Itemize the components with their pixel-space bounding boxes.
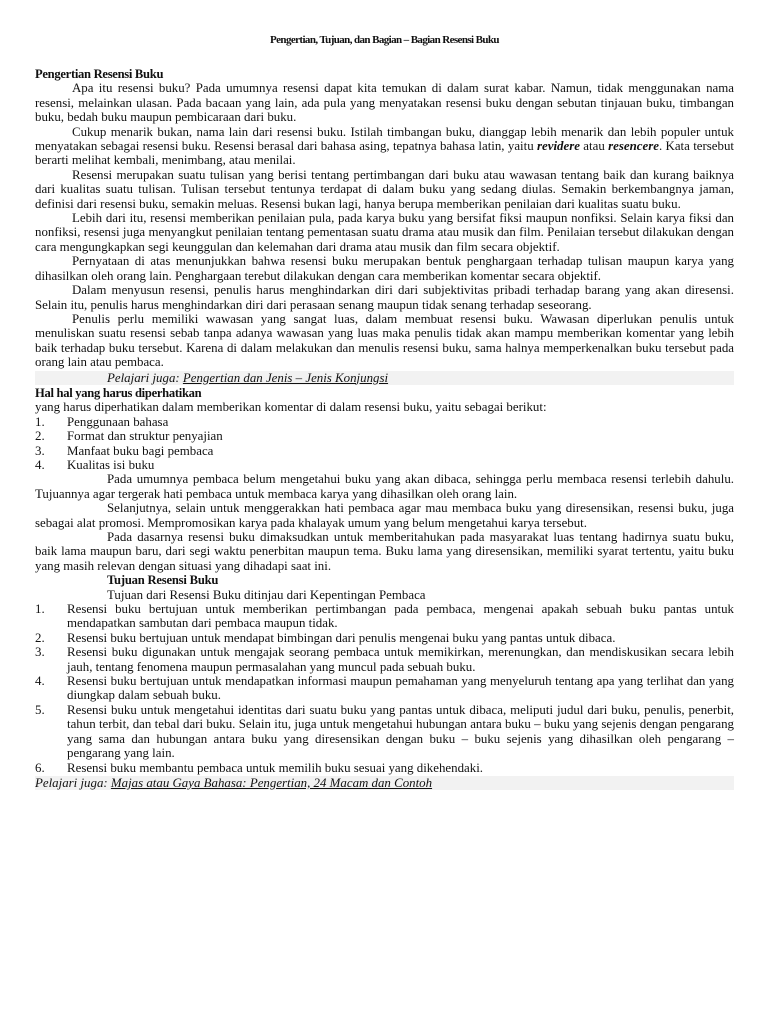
paragraph: Pada dasarnya resensi buku dimaksudkan untuk memberitahukan pada masyarakat luas tentang hadirnya suatu buku, baik lama maupun baru, dari segi waktu penerbitan maupun tema. Buku lama yang diresensikan, memiliki syarat tertentu, yaitu buku yang masih relevan dengan situasi yang dihadapi saat ini.	[35, 530, 734, 573]
list-text: Resensi buku untuk mengetahui identitas dari suatu buku yang pantas untuk dibaca, meliputi judul dari buku, penulis, penerbit, tahun terbit, dan tebal dari buku. Selain itu, juga untuk mengetahui hubungan antara buku – buku yang sejenis dengan pengarang yang sama dan hubungan antara buku yang diresensikan dengan buku – buku sejenis yang dihasilkan oleh pengarang – pengarang yang lain.	[67, 702, 734, 761]
list-number: 1.	[35, 414, 45, 429]
list-number: 1.	[35, 602, 45, 617]
list-item	[35, 645, 734, 674]
list-item	[35, 415, 734, 429]
list-number: 3.	[35, 645, 45, 660]
paragraph-latin-terms	[35, 125, 734, 168]
section-tujuan	[35, 573, 734, 775]
term-revidere: revidere	[537, 139, 580, 154]
document-title: Pengertian, Tujuan, dan Bagian – Bagian Resensi Buku	[270, 34, 499, 46]
see-also-box	[35, 776, 734, 790]
see-also-link-majas[interactable]: Majas atau Gaya Bahasa: Pengertian, 24 Macam dan Contoh	[110, 775, 433, 790]
list-number: 6.	[35, 760, 45, 775]
list-text: Resensi buku bertujuan untuk mendapatkan informasi maupun pemahaman yang menyeluruh tentang apa yang terlihat dan yang diungkap dalam sebuah buku.	[67, 674, 734, 703]
list-number: 5.	[35, 702, 45, 717]
purpose-list	[35, 602, 734, 775]
section-heading-tujuan: Tujuan Resensi Buku	[107, 573, 219, 588]
section-subheading: Tujuan dari Resensi Buku ditinjau dari Kepentingan Pembaca	[107, 587, 426, 602]
paragraph: Lebih dari itu, resensi memberikan penilaian pula, pada karya buku yang bersifat fiksi maupun nonfiksi. Selain karya fiksi dan nonfiksi, resensi juga menyangkut penilaian tentang pementasan suatu drama atau musik dan film. Penilaian tersebut dilakukan dengan cara mengungkapkan segi keunggulan dan kelemahan dari drama atau musik dan film secara objektif.	[35, 211, 734, 254]
list-number: 4.	[35, 457, 45, 472]
section-heading-pengertian: Pengertian Resensi Buku	[35, 67, 164, 81]
section-hal-diperhatikan	[35, 386, 734, 573]
paragraph: Pernyataan di atas menunjukkan bahwa resensi buku merupakan bentuk penghargaan terhadap tulisan maupun karya yang dihasilkan oleh orang lain. Penghargaan terebut dilakukan dengan cara memberikan komentar secara objektif.	[35, 254, 734, 283]
section-pengertian	[35, 67, 734, 370]
list-item	[35, 602, 734, 631]
list-text: Resensi buku digunakan untuk mengajak seorang pembaca untuk memikirkan, merenungkan, dan mendiskusikan secara lebih jauh, tentang fenomena maupun permasalahan yang muncul pada sebuah buku.	[67, 645, 734, 674]
list-text: Resensi buku membantu pembaca untuk memilih buku sesuai yang dikehendaki.	[67, 760, 483, 775]
paragraph: Pada umumnya pembaca belum mengetahui buku yang akan dibaca, sehingga perlu membaca resensi terlebih dahulu. Tujuannya agar tergerak hati pembaca untuk membaca karya yang dihasilkan oleh orang lain.	[35, 472, 734, 501]
paragraph: Dalam menyusun resensi, penulis harus menghindarkan diri dari subjektivitas pribadi terhadap barang yang akan diresensi. Selain itu, penulis harus menghindarkan diri dari perasaan senang maupun tidak senang terhadap seseorang.	[35, 283, 734, 312]
list-number: 2.	[35, 429, 45, 444]
see-also-link-konjungsi[interactable]: Pengertian dan Jenis – Jenis Konjungsi	[182, 370, 389, 385]
list-number: 4.	[35, 674, 45, 689]
list-item	[35, 429, 734, 443]
list-number: 3.	[35, 443, 45, 458]
paragraph: Selanjutnya, selain untuk menggerakkan hati pembaca agar mau membaca buku yang diresensikan, resensi buku, juga sebagai alat promosi. Mempromosikan karya pada khalayak umum yang belum mengetahui karya tersebut.	[35, 501, 734, 530]
section-heading-hal: Hal hal yang harus diperhatikan	[35, 385, 202, 400]
paragraph-text: Cukup menarik bukan, nama lain dari resensi buku. Istilah timbangan buku, dianggap lebih menarik dan lebih populer untuk menyatakan sebagai resensi buku. Resensi berasal dari bahasa asing, tepatnya bahasa latin, yaitu	[35, 124, 734, 154]
list-number: 2.	[35, 630, 45, 645]
paragraph-text: . Kata tersebut berarti melihat kembali, menimbang, atau menilai.	[35, 139, 735, 168]
list-item	[35, 703, 734, 761]
list-item	[35, 674, 734, 703]
list-item	[35, 631, 734, 645]
list-text: Kualitas isi buku	[67, 457, 155, 472]
section-intro: yang harus diperhatikan dalam memberikan komentar di dalam resensi buku, yaitu sebagai berikut:	[35, 400, 547, 415]
paragraph: Apa itu resensi buku? Pada umumnya resensi dapat kita temukan di dalam surat kabar. Namun, tidak menggunakan nama resensi, melainkan ulasan. Pada bacaan yang lain, ada pula yang menyatakan resensi buku dengan sebutan tinjauan buku, timbangan buku, bedah buku maupun pembicaraan dari buku.	[35, 81, 734, 125]
see-also-box	[35, 371, 734, 385]
list-text: Penggunaan bahasa	[67, 414, 169, 429]
list-item	[35, 458, 734, 472]
list-text: Format dan struktur penyajian	[67, 429, 223, 444]
paragraph-text: atau	[579, 139, 609, 154]
checklist	[35, 415, 734, 473]
list-item	[35, 761, 734, 775]
list-text: Resensi buku bertujuan untuk memberikan pertimbangan pada pembaca, mengenai apakah sebuah buku pantas untuk mendapatkan sambutan dari pembaca maupun tidak.	[67, 602, 734, 631]
paragraph: Resensi merupakan suatu tulisan yang berisi tentang pertimbangan dari buku atau wawasan tentang baik dan kurang baiknya dari kualitas suatu tulisan. Tulisan tersebut tentunya terdapat di dalam buku yang sedang diulas. Semakin berkembangnya jaman, definisi dari resensi buku, semakin meluas. Resensi bukan lagi, hanya berupa memberikan penilaian dari kualitas suatu buku.	[35, 167, 734, 211]
list-item	[35, 444, 734, 458]
paragraph: Penulis perlu memiliki wawasan yang sangat luas, dalam membuat resensi buku. Wawasan diperlukan penulis untuk menuliskan suatu resensi sebab tanpa adanya wawasan yang luas maka penulis tidak akan mampu memberikan komentar yang lebih baik terhadap buku tersebut. Karena di dalam melakukan dan menulis resensi buku, sama halnya memperkenalkan buku tersebut pada orang lain atau pembaca.	[35, 311, 734, 370]
list-text: Resensi buku bertujuan untuk mendapat bimbingan dari penulis mengenai buku yang pantas untuk dibaca.	[67, 630, 616, 645]
list-text: Manfaat buku bagi pembaca	[67, 443, 214, 458]
see-also-prefix: Pelajari juga:	[35, 775, 111, 790]
term-resencere: resencere	[608, 139, 659, 154]
see-also-prefix: Pelajari juga:	[107, 370, 183, 385]
